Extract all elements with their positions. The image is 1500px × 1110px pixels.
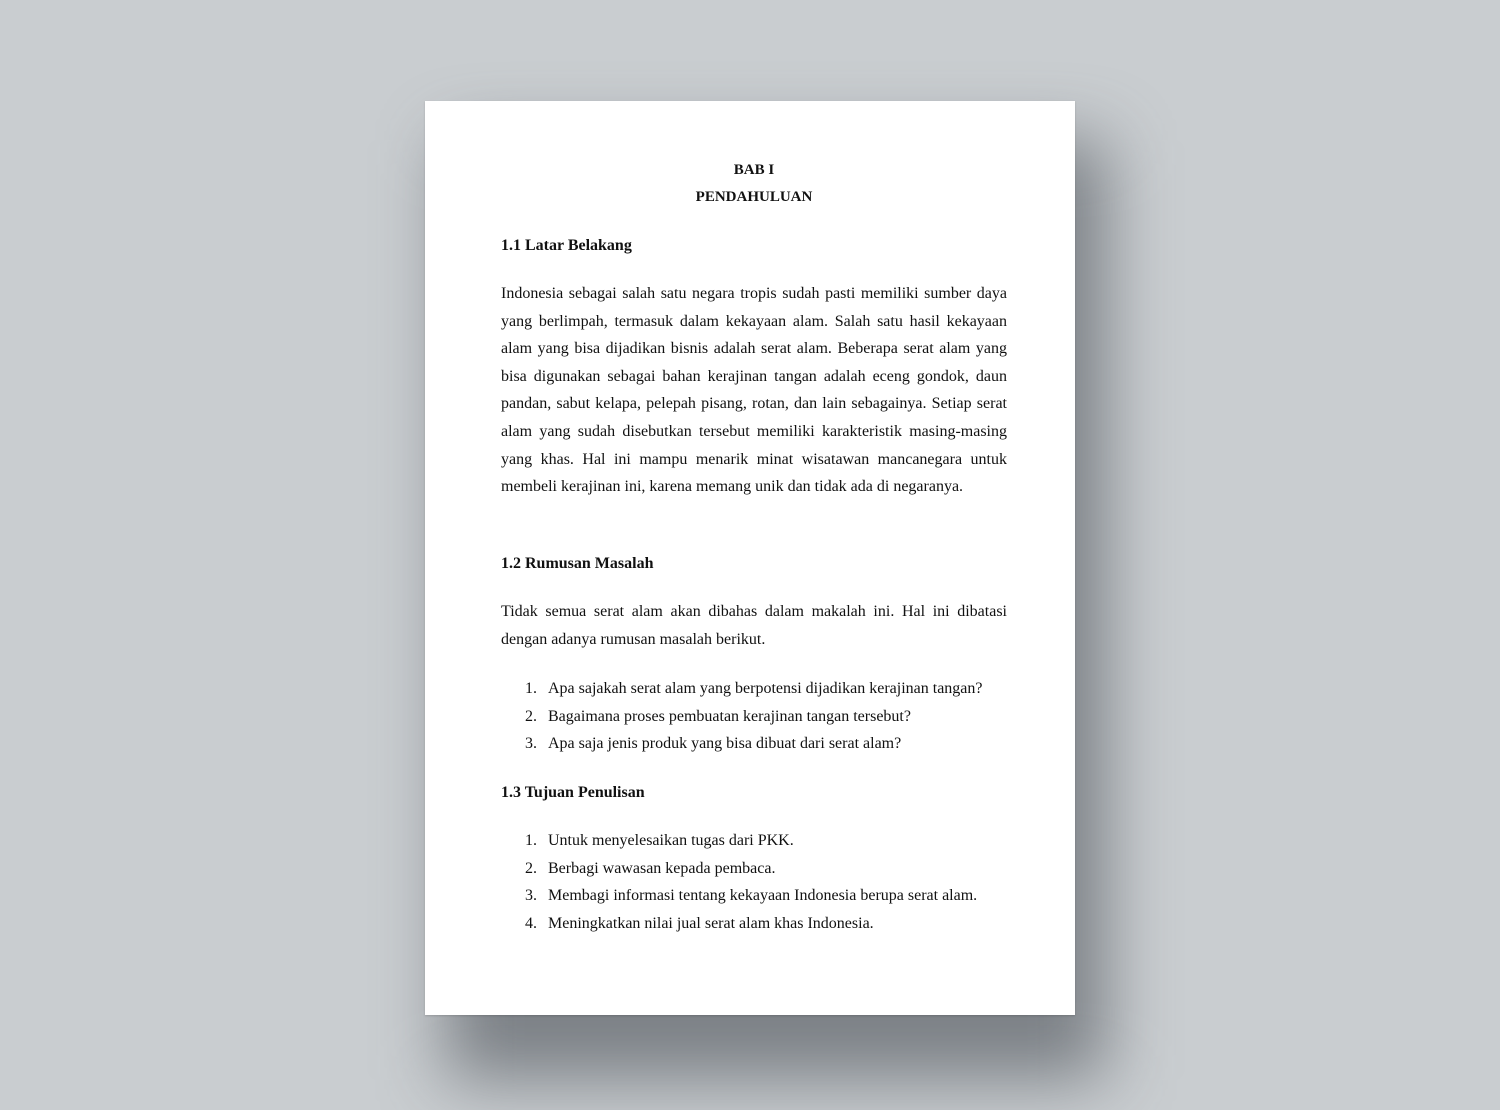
section-heading-tujuan-penulisan: 1.3 Tujuan Penulisan <box>501 784 645 801</box>
list-item <box>501 703 1021 731</box>
rumusan-masalah-list <box>501 675 1021 758</box>
list-item-number: 1. <box>525 832 537 849</box>
list-item-text: Meningkatkan nilai jual serat alam khas Indonesia. <box>548 914 874 932</box>
section-heading-rumusan-masalah: 1.2 Rumusan Masalah <box>501 555 654 572</box>
list-item-number: 3. <box>525 887 537 905</box>
list-item <box>501 855 1021 883</box>
list-item-text: Apa sajakah serat alam yang berpotensi dijadikan kerajinan tangan? <box>548 680 983 697</box>
section-heading-latar-belakang: 1.1 Latar Belakang <box>501 237 632 254</box>
list-item-text: Untuk menyelesaikan tugas dari PKK. <box>548 832 794 849</box>
list-item <box>501 910 1021 938</box>
list-item-text: Apa saja jenis produk yang bisa dibuat dari serat alam? <box>548 735 902 753</box>
list-item-number: 3. <box>525 735 537 753</box>
list-item <box>501 675 1021 703</box>
chapter-number: BAB I <box>733 162 775 178</box>
paragraph-latar-belakang: Indonesia sebagai salah satu negara tropis sudah pasti memiliki sumber daya yang berlimpah, termasuk dalam kekayaan alam. Salah satu hasil kekayaan alam yang bisa dijadikan bisnis adalah serat alam. Beberapa serat alam yang bisa digunakan sebagai bahan kerajinan tangan adalah eceng gondok, daun pandan, sabut kelapa, pelepah pisang, rotan, dan lain sebagainya. Setiap serat alam yang sudah disebutkan tersebut memiliki karakteristik masing-masing yang khas. Hal ini mampu menarik minat wisatawan mancanegara untuk membeli kerajinan ini, karena memang unik dan tidak ada di negaranya. <box>501 285 1007 496</box>
list-item-number: 4. <box>525 914 537 932</box>
chapter-title: PENDAHULUAN <box>695 189 813 205</box>
tujuan-penulisan-list <box>501 827 1021 937</box>
list-item-text: Membagi informasi tentang kekayaan Indonesia berupa serat alam. <box>548 887 978 905</box>
list-item-number: 2. <box>525 859 537 877</box>
list-item-number: 2. <box>525 707 537 725</box>
list-item-text: Berbagi wawasan kepada pembaca. <box>548 859 776 877</box>
list-item-number: 1. <box>525 680 537 697</box>
list-item <box>501 882 1021 910</box>
list-item <box>501 730 1021 758</box>
paragraph-rumusan-masalah: Tidak semua serat alam akan dibahas dalam makalah ini. Hal ini dibatasi dengan adanya rumusan masalah berikut. <box>501 603 1007 648</box>
document-page <box>425 101 1075 1015</box>
list-item-text: Bagaimana proses pembuatan kerajinan tangan tersebut? <box>548 707 911 725</box>
list-item <box>501 827 1021 855</box>
